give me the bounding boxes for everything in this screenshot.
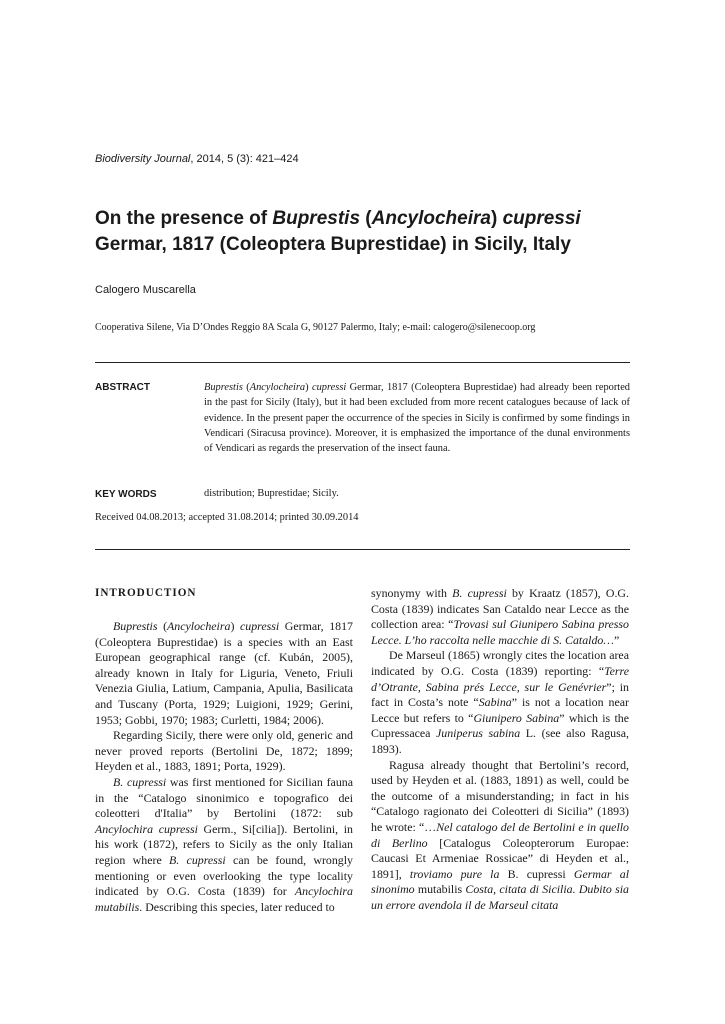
- paren: (: [157, 619, 168, 633]
- article-title: [95, 206, 640, 258]
- paragraph-text: can be found, wrongly mentioning or even overlooking the type locality indicated by O.G. Costa (1839) for: [95, 852, 353, 899]
- abstract-species: cupressi: [312, 382, 347, 393]
- paragraph-text: ”: [613, 632, 620, 647]
- italic-text: B. cupressi: [113, 774, 167, 789]
- paragraph-text: De Marseul (1865) wrongly cites the location area indicated by O.G. Costa (1839) reporting: “: [371, 648, 629, 678]
- left-column: [95, 586, 353, 915]
- paragraph: [371, 648, 629, 757]
- paragraph-text: was first mentioned for Sicilian fauna in the “Catalogo sinonimico e topografico dei coleotteri d'Italia” by Bertolini (1872: sub: [95, 774, 353, 821]
- author-affiliation: Cooperativa Silene, Via D’Ondes Reggio 8A Scala G, 90127 Palermo, Italy; e-mail: calogero@silenecoop.org: [95, 322, 536, 333]
- paragraph-text: [Catalogus Coleopterorum Europae: Caucasi Et Armeniae Rossicae” di Heyden et al., 1891],: [371, 835, 630, 881]
- abstract-text: [204, 380, 630, 456]
- paragraph-text: synonymy with: [371, 586, 453, 600]
- italic-text: Sabina: [478, 695, 512, 710]
- abstract-genus: Buprestis: [204, 382, 243, 393]
- journal-volume-pages: , 2014, 5 (3): 421–424: [190, 153, 299, 165]
- author-name: Calogero Muscarella: [95, 284, 196, 296]
- paragraph: [95, 619, 353, 728]
- abstract-label: ABSTRACT: [95, 382, 150, 393]
- paren: ): [230, 619, 240, 633]
- paragraph: [371, 586, 629, 648]
- paragraph-text: Germar, 1817 (Coleoptera Buprestidae) is a species with an East European geographical range (cf. Kubán, 2005), already known in Italy for Liguria, Veneto, Friuli Venezia Giulia, Latium, Campania, Apulia, Basilicata and Tuscany (Porta, 1929; Luigioni, 1929; Gerini, 1953; Gobbi, 1970; 1983; Curletti, 1984; 2006).: [95, 619, 353, 727]
- species-genus: Buprestis: [113, 619, 158, 633]
- abstract-subgenus: Ancylocheira: [249, 382, 306, 393]
- right-column: [371, 586, 629, 913]
- paragraph-text: ”; in fact in Costa’s note “: [371, 679, 629, 710]
- title-genus: Buprestis: [272, 208, 361, 229]
- species-epithet: cupressi: [240, 619, 280, 633]
- paragraph-text: Ragusa already thought that Bertolini’s record, used by Heyden et al. (1883, 1891) as well, could be the outcome of a misunderstanding; in fact in his “Catalogo ragionato dei Coleotteri di Sicilia” (1893) he wrote: “…: [371, 757, 629, 834]
- bottom-divider: [95, 549, 630, 550]
- paragraph-text: B. cupressi: [499, 866, 574, 881]
- keywords-text: distribution; Buprestidae; Sicily.: [204, 488, 339, 499]
- italic-text: Nel catalogo del de Bertolini e in quello di Berlino: [371, 819, 630, 850]
- italic-text: Germar al sinonimo: [371, 866, 629, 897]
- paragraph: [371, 758, 629, 914]
- keywords-label: KEY WORDS: [95, 489, 157, 500]
- paragraph: Regarding Sicily, there were only old, generic and never proved reports (Bertolini De, 1872; 1899; Heyden et al., 1883, 1891; Porta, 1929).: [95, 728, 353, 774]
- italic-text: B. cupressi: [452, 586, 507, 600]
- title-species: cupressi: [502, 208, 581, 229]
- paragraph-text: mutabilis: [414, 882, 466, 897]
- paragraph-text: by Kraatz (1857), O.G. Costa (1839) indicates San Cataldo near Lecce as the collection area: “: [371, 586, 629, 632]
- italic-text: Terre d’Otrante, Sabina prés Lecce, sur le Genévrier: [371, 663, 629, 694]
- received-dates: Received 04.08.2013; accepted 31.08.2014; printed 30.09.2014: [95, 512, 359, 523]
- paragraph-text: ” is not a location near Lecce but refers to “: [371, 695, 629, 725]
- paragraph-text: L. (see also Ragusa, 1893).: [371, 726, 629, 756]
- italic-text: B. cupressi: [169, 852, 226, 867]
- title-paren: (: [360, 208, 372, 229]
- abstract-paren: (: [242, 382, 250, 393]
- italic-text: Giunipero Sabina: [473, 710, 560, 725]
- title-text: On the presence of: [95, 208, 273, 229]
- top-divider: [95, 362, 630, 363]
- italic-text: troviamo pure la: [409, 866, 500, 881]
- journal-name: Biodiversity Journal: [95, 153, 191, 165]
- italic-text: Costa, citata di Sicilia. Dubito sia un errore avendola il de Marseul citata: [371, 882, 629, 912]
- title-text: Germar, 1817 (Coleoptera Buprestidae) in Sicily, Italy: [95, 234, 571, 255]
- species-subgenus: Ancylocheira: [167, 619, 231, 633]
- paragraph: [95, 775, 353, 915]
- section-heading: INTRODUCTION: [95, 587, 197, 599]
- journal-citation: [95, 153, 299, 165]
- title-subgenus: Ancylocheira: [371, 208, 491, 229]
- paragraph-text: Germ., Si[cilia]). Bertolini, in his work (1872), refers to Sicily as the only Italian region where: [95, 821, 353, 867]
- paragraph-text: ” which is the Cupressacea: [371, 710, 629, 741]
- abstract-body: Germar, 1817 (Coleoptera Buprestidae) had already been reported in the past for Sicily (Italy), but it had been excluded from more recent catalogues because of lack of evidence. In the present paper the occurrence of the species in Sicily is confirmed by some findings in Vendicari (Siracusa province). Moreover, it is emphasized the importance of the dunal environments of Vendicari as regards the preservation of the insect fauna.: [204, 382, 631, 455]
- italic-text: Trovasi sul Giunipero Sabina presso Lecce. L’ho raccolta nelle macchie di S. Cataldo…: [371, 617, 629, 647]
- title-paren: ): [490, 208, 503, 229]
- abstract-paren: ): [305, 382, 312, 393]
- italic-text: Juniperus sabina: [436, 726, 521, 741]
- italic-text: Ancylochira mutabilis: [95, 884, 353, 914]
- italic-text: Ancylochira cupressi: [95, 821, 198, 836]
- paragraph-text: . Describing this species, later reduced to: [139, 899, 335, 914]
